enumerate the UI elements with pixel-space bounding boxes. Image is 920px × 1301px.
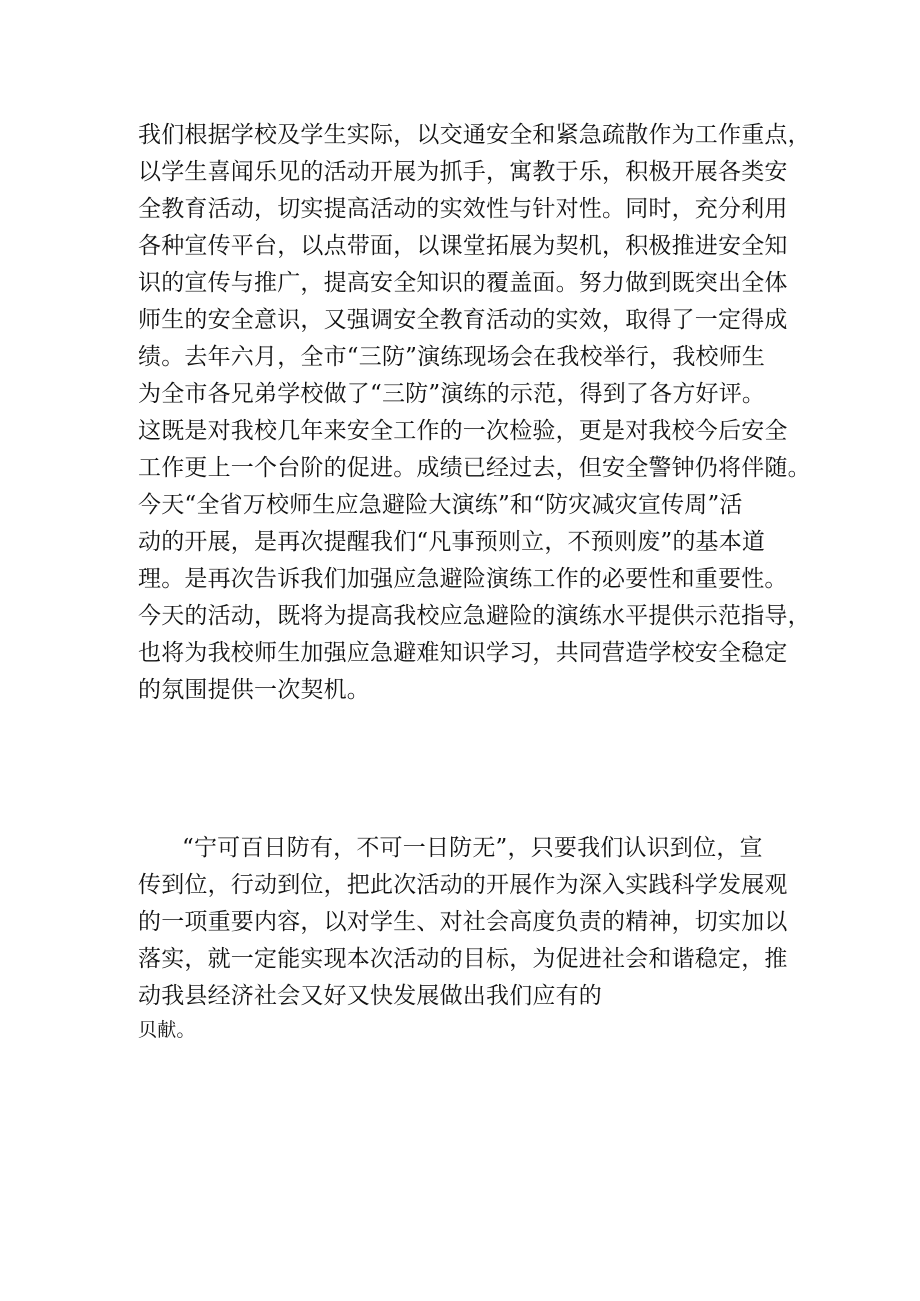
text-line: 动我县经济社会又好又快发展做出我们应有的 xyxy=(138,983,602,1009)
text-line: 我们根据学校及学生实际，以交通安全和紧急疏散作为工作重点， xyxy=(138,122,811,148)
text-line: 理。是再次告诉我们加强应急避险演练工作的必要性和重要性。 xyxy=(138,566,788,592)
text-line: 师生的安全意识，又强调安全教育活动的实效，取得了一定得成 xyxy=(138,307,788,333)
text-line: 工作更上一个台阶的促进。成绩已经过去，但安全警钟仍将伴随。 xyxy=(138,455,811,481)
text-line: 识的宣传与推广，提高安全知识的覆盖面。努力做到既突出全体 xyxy=(138,270,788,296)
text-line: 绩。去年六月，全市“三防”演练现场会在我校举行，我校师生 xyxy=(138,344,766,370)
text-line: 动的开展，是再次提醒我们“凡事预则立，不预则废”的基本道 xyxy=(138,529,766,555)
text-line: 贝献。 xyxy=(138,1019,196,1041)
text-line: 全教育活动，切实提高活动的实效性与针对性。同时，充分利用 xyxy=(138,196,788,222)
text-line: “宁可百日防有，不可一日防无”，只要我们认识到位，宣 xyxy=(182,835,763,861)
paragraph-conclusion xyxy=(138,830,818,1045)
text-line: 以学生喜闻乐见的活动开展为抓手，寓教于乐，积极开展各类安 xyxy=(138,159,788,185)
text-line: 今天“全省万校师生应急避险大演练”和“防灾减灾宣传周”活 xyxy=(138,492,743,518)
text-line: 各种宣传平台，以点带面，以课堂拓展为契机，积极推进安全知 xyxy=(138,233,788,259)
text-line: 传到位，行动到位，把此次活动的开展作为深入实践科学发展观 xyxy=(138,872,788,898)
text-line: 这既是对我校几年来安全工作的一次检验，更是对我校今后安全 xyxy=(138,418,788,444)
text-line: 的一项重要内容，以对学生、对社会高度负责的精神，切实加以 xyxy=(138,909,788,935)
text-line: 落实，就一定能实现本次活动的目标，为促进社会和谐稳定，推 xyxy=(138,946,788,972)
text-line: 今天的活动，既将为提高我校应急避险的演练水平提供示范指导， xyxy=(138,603,811,629)
text-line: 也将为我校师生加强应急避难知识学习，共同营造学校安全稳定 xyxy=(138,640,788,666)
text-line: 的氛围提供一次契机。 xyxy=(138,677,370,703)
text-line: 为全市各兄弟学校做了“三防”演练的示范，得到了各方好评。 xyxy=(138,381,766,407)
paragraph-safety-work xyxy=(138,117,818,709)
